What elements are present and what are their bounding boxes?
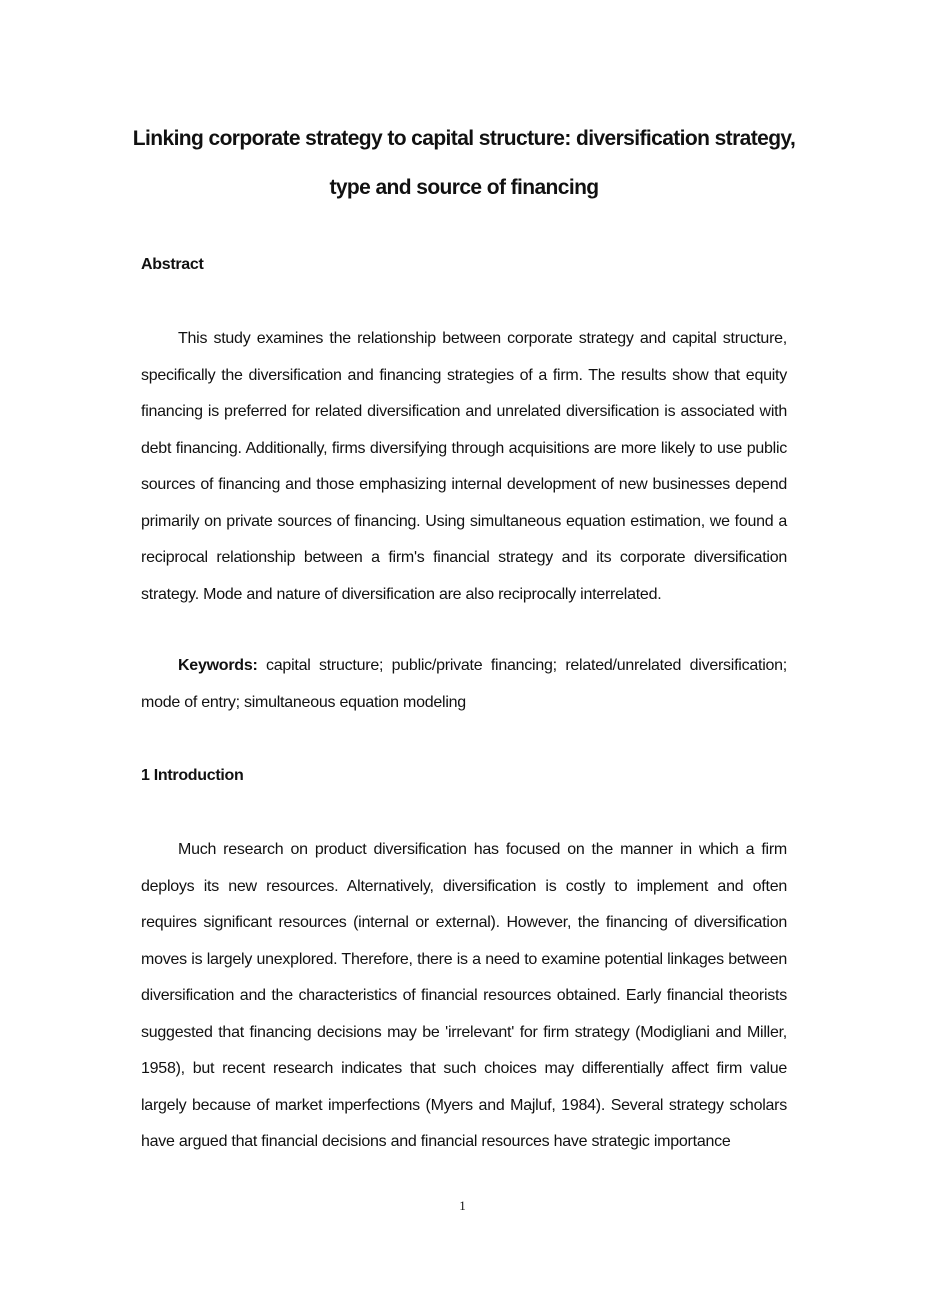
- introduction-body: Much research on product diversification has focused on the manner in which a firm deploys its new resources. Alternatively, diversification is costly to implement and often requires significant resources (internal or external). However, the financing of diversification moves is largely unexplored. Therefore, there is a need to examine potential linkages between diversification and the characteristics of financial resources obtained. Early financial theorists suggested that financing decisions may be 'irrelevant' for firm strategy (Modigliani and Miller, 1958), but recent research indicates that such choices may differentially affect firm value largely because of market imperfections (Myers and Majluf, 1984). Several strategy scholars have argued that financial decisions and financial resources have strategic importance: [141, 841, 787, 1150]
- keywords-paragraph: [141, 648, 787, 721]
- introduction-heading: 1 Introduction: [141, 767, 244, 784]
- abstract-body: This study examines the relationship between corporate strategy and capital structure, specifically the diversification and financing strategies of a firm. The results show that equity financing is preferred for related diversification and unrelated diversification is associated with debt financing. Additionally, firms diversifying through acquisitions are more likely to use public sources of financing and those emphasizing internal development of new businesses depend primarily on private sources of financing. Using simultaneous equation estimation, we found a reciprocal relationship between a firm's financial strategy and its corporate diversification strategy. Mode and nature of diversification are also reciprocally interrelated.: [141, 330, 787, 603]
- keywords-label: Keywords:: [178, 657, 258, 674]
- paper-title: Linking corporate strategy to capital structure: diversification strategy, type and source of financing: [132, 127, 796, 199]
- page-number: 1: [459, 1198, 466, 1213]
- abstract-heading: Abstract: [141, 256, 204, 273]
- keywords-list: capital structure; public/private financing; related/unrelated diversification; mode of entry; simultaneous equation modeling: [141, 657, 787, 711]
